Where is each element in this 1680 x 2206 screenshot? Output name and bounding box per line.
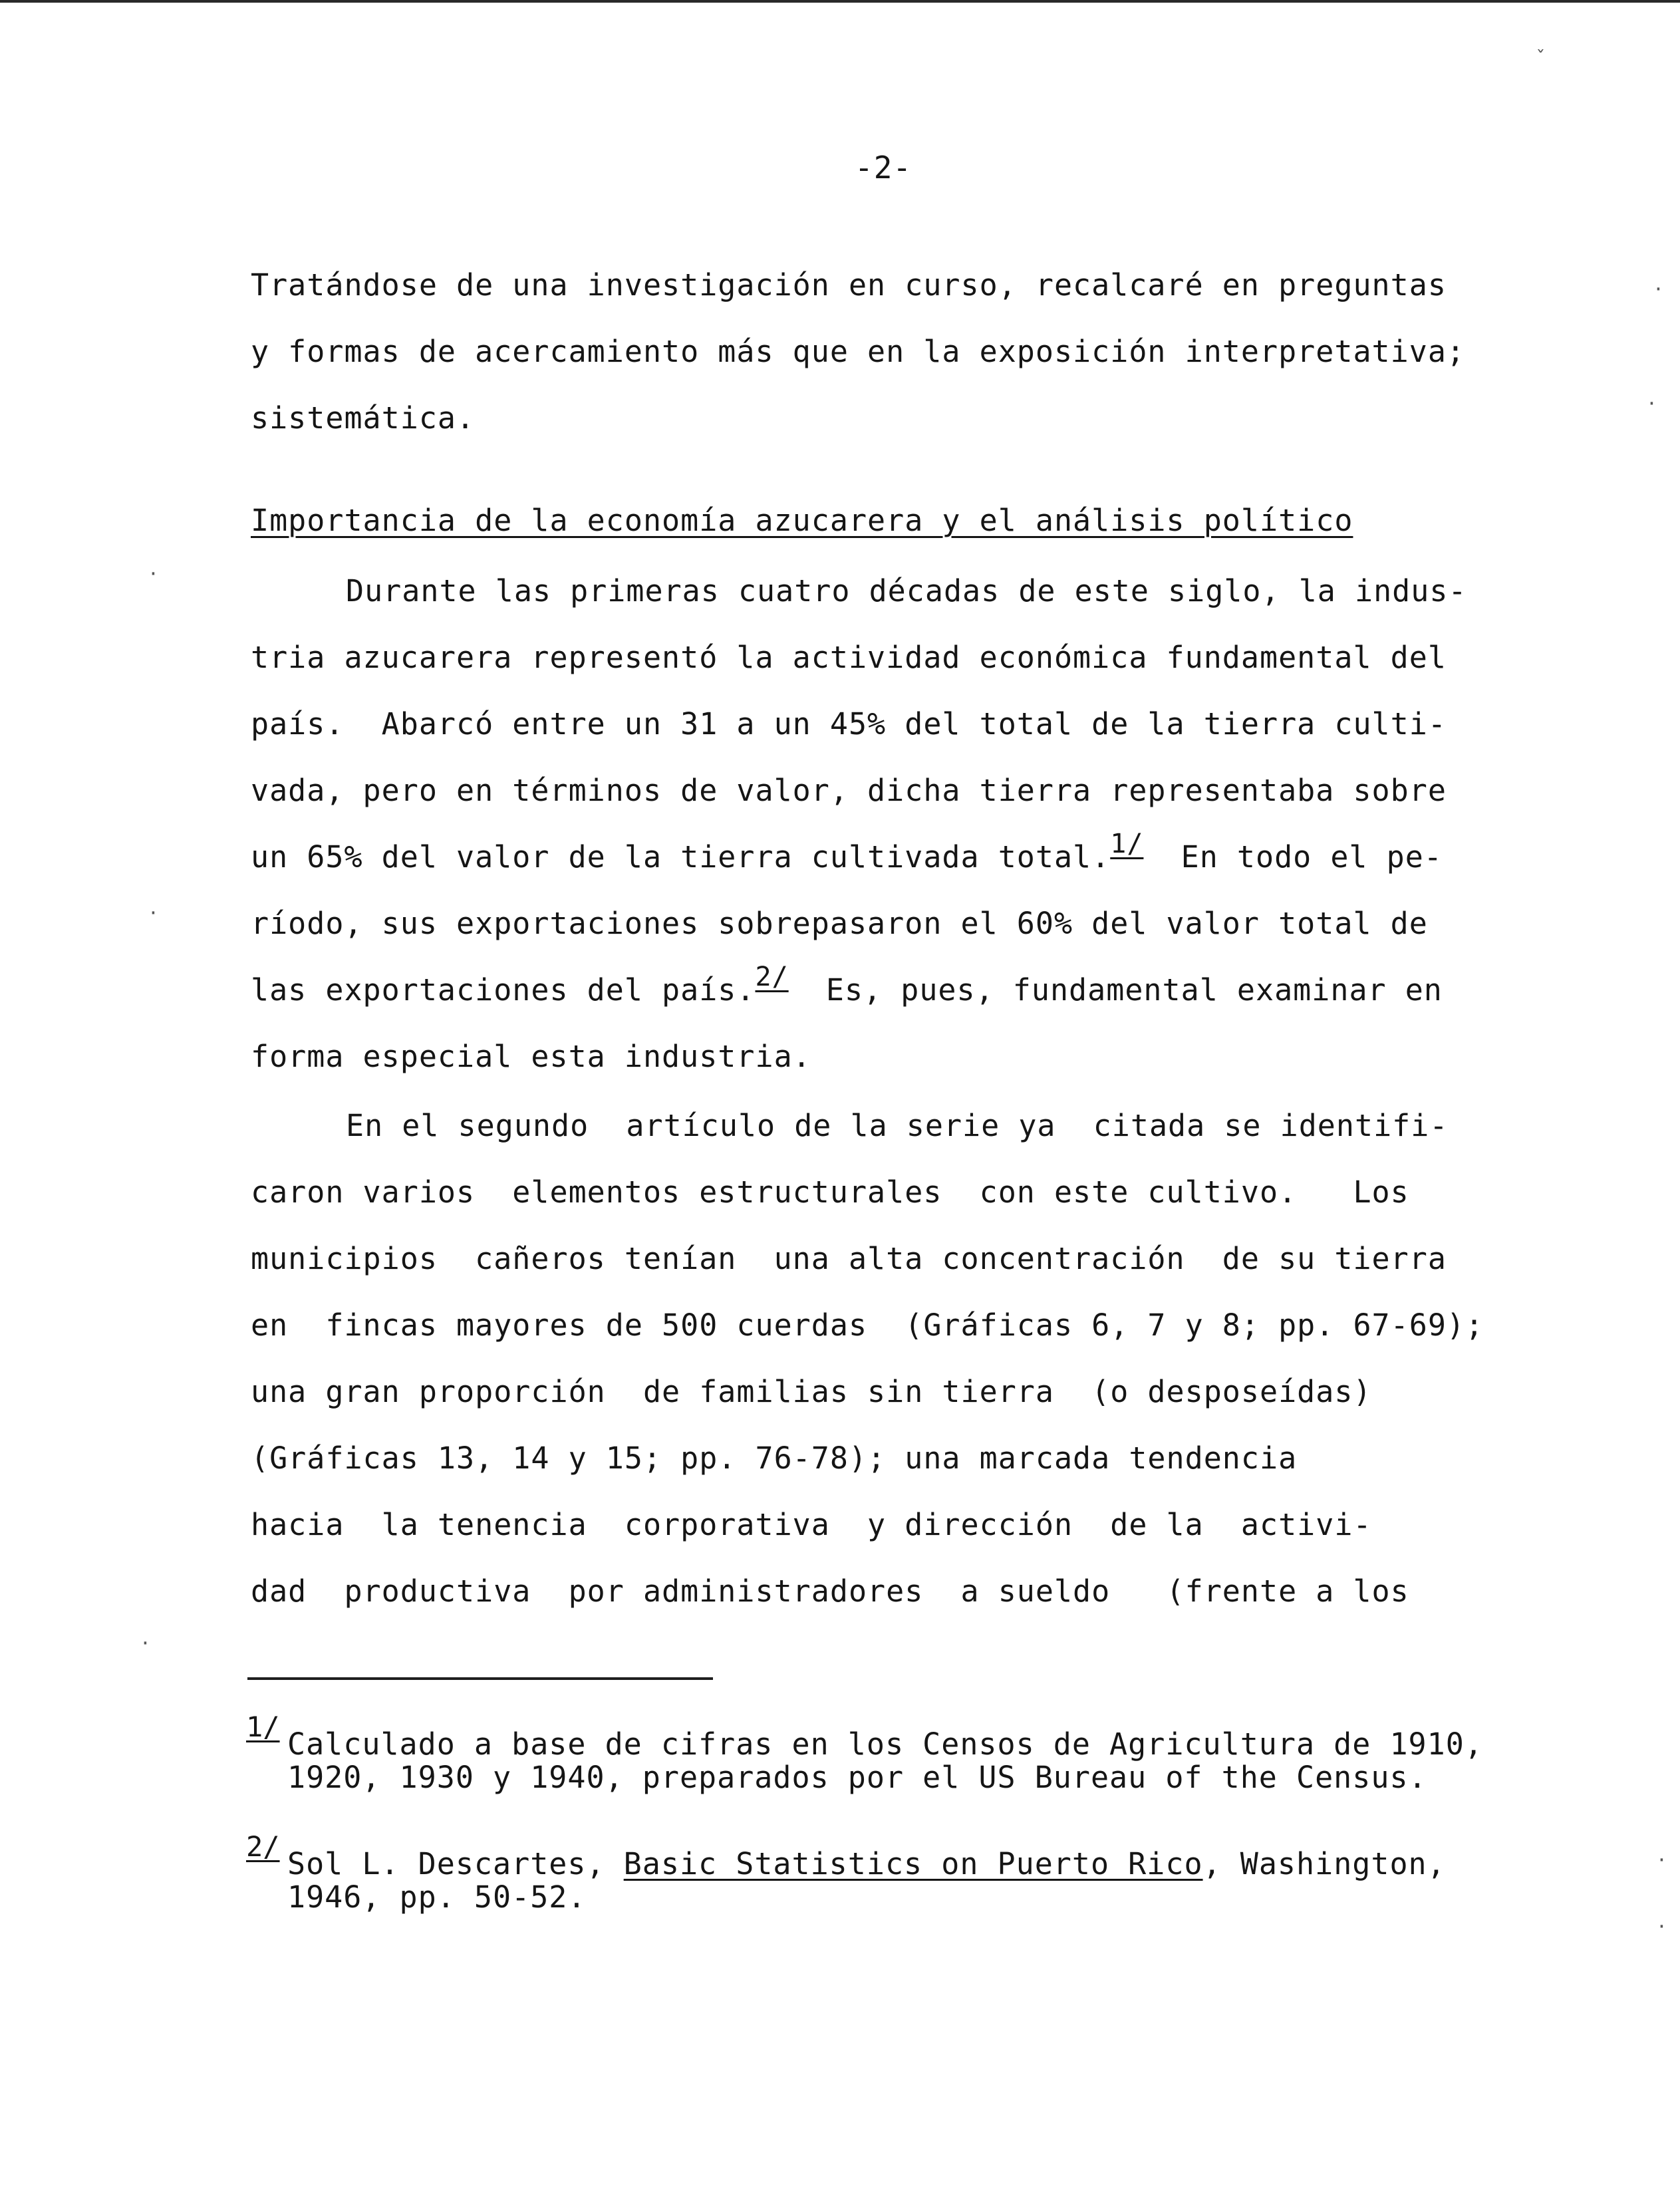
paragraph-1-line-3: país. Abarcó entre un 31 a un 45% del total de la tierra culti- xyxy=(251,706,1447,742)
footnote-reference-1: 1/ xyxy=(1110,829,1144,859)
scan-mark: · xyxy=(1656,1915,1667,1937)
paragraph-2-line-7: hacia la tenencia corporativa y dirección de la activi- xyxy=(251,1507,1372,1542)
intro-line-1: Tratándose de una investigación en curso, recalcaré en preguntas xyxy=(251,267,1447,303)
paragraph-1-line-5-text: un 65% del valor de la tierra cultivada total. xyxy=(251,839,1111,875)
intro-line-2: y formas de acercamiento más que en la exposición interpretativa; xyxy=(251,334,1465,369)
paragraph-1-line-6: ríodo, sus exportaciones sobrepasaron el 60% del valor total de xyxy=(251,906,1428,941)
footnote-2-line-2: 1946, pp. 50-52. xyxy=(287,1879,587,1915)
footnote-1-line-2: 1920, 1930 y 1940, preparados por el US Bureau of the Census. xyxy=(287,1760,1427,1795)
scan-mark: · xyxy=(148,902,159,924)
paragraph-2-line-3: municipios cañeros tenían una alta concentración de su tierra xyxy=(251,1241,1447,1276)
footnote-separator xyxy=(247,1677,713,1680)
footnote-2-place: , Washington, xyxy=(1202,1846,1446,1881)
footnote-2-line-1 xyxy=(287,1846,1446,1881)
paragraph-2-line-8: dad productiva por administradores a sueldo (frente a los xyxy=(251,1574,1409,1609)
paragraph-1-line-8: forma especial esta industria. xyxy=(251,1039,811,1074)
paragraph-1-line-5 xyxy=(251,829,1443,875)
paragraph-1-line-5-continuation: En todo el pe- xyxy=(1143,839,1443,875)
paragraph-1-line-4: vada, pero en términos de valor, dicha tierra representaba sobre xyxy=(251,773,1447,808)
intro-line-3: sistemática. xyxy=(251,400,476,436)
footnote-1-mark: 1/ xyxy=(246,1711,280,1743)
scan-mark: ˇ xyxy=(1535,47,1546,69)
paragraph-2-line-6: (Gráficas 13, 14 y 15; pp. 76-78); una marcada tendencia xyxy=(251,1441,1298,1476)
paragraph-1-line-2: tria azucarera representó la actividad económica fundamental del xyxy=(251,640,1447,675)
footnote-2-mark: 2/ xyxy=(246,1830,280,1863)
footnote-2-author: Sol L. Descartes, xyxy=(287,1846,624,1881)
page-top-edge xyxy=(0,0,1680,3)
page-number: -2- xyxy=(855,150,912,186)
paragraph-2-line-1: En el segundo artículo de la serie ya citada se identifi- xyxy=(346,1108,1449,1143)
paragraph-1-line-7 xyxy=(251,962,1443,1008)
paragraph-1-line-7-text: las exportaciones del país. xyxy=(251,972,756,1008)
scan-mark: · xyxy=(140,1632,151,1654)
footnote-2-book-title: Basic Statistics on Puerto Rico xyxy=(623,1846,1203,1881)
footnote-reference-2: 2/ xyxy=(755,962,789,992)
paragraph-1-line-7-continuation: Es, pues, fundamental examinar en xyxy=(788,972,1443,1008)
section-heading: Importancia de la economía azucarera y el análisis político xyxy=(251,503,1353,538)
paragraph-2-line-5: una gran proporción de familias sin tierra (o desposeídas) xyxy=(251,1374,1372,1409)
paragraph-2-line-2: caron varios elementos estructurales con este cultivo. Los xyxy=(251,1174,1409,1210)
footnote-1-line-1: Calculado a base de cifras en los Censos de Agricultura de 1910, xyxy=(287,1726,1483,1762)
scan-mark: · xyxy=(1646,392,1657,414)
scan-mark: · xyxy=(148,563,159,585)
scan-mark: · xyxy=(1653,278,1664,300)
scan-mark: · xyxy=(1656,1849,1667,1871)
paragraph-2-line-4: en fincas mayores de 500 cuerdas (Gráficas 6, 7 y 8; pp. 67-69); xyxy=(251,1308,1484,1343)
paragraph-1-line-1: Durante las primeras cuatro décadas de este siglo, la indus- xyxy=(346,573,1467,609)
